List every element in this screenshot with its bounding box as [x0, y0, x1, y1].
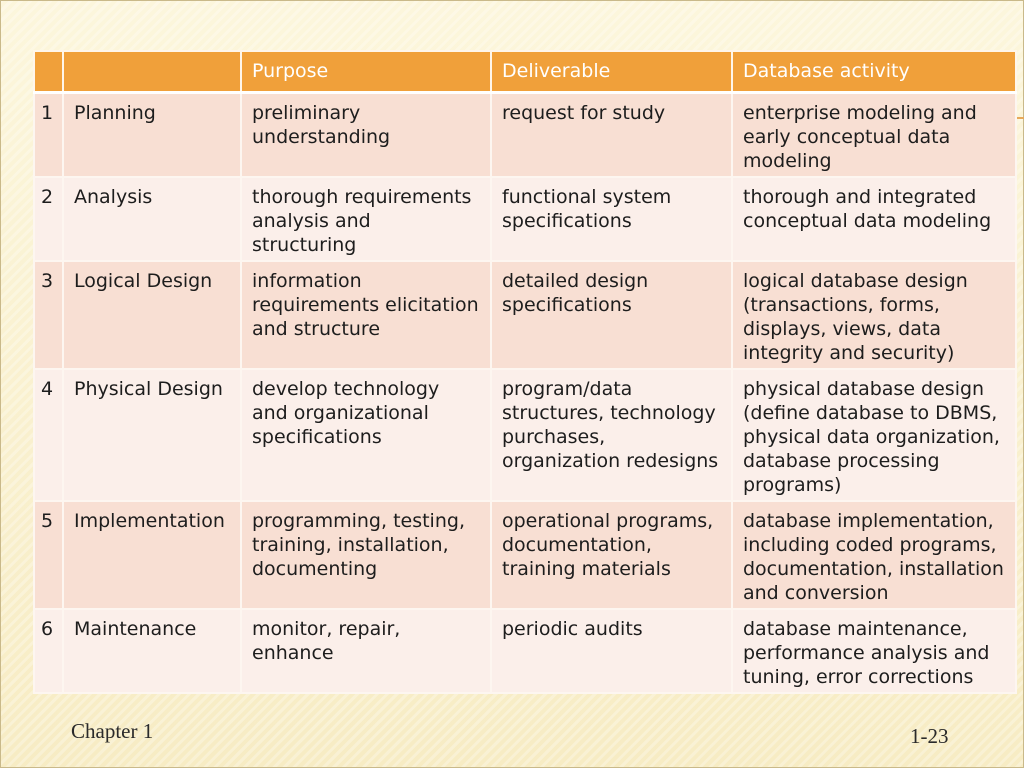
purpose-cell: programming, testing, training, installation, documenting	[241, 501, 491, 609]
database-activity-cell: thorough and integrated conceptual data modeling	[732, 177, 1016, 261]
sdlc-phases-table	[33, 50, 1017, 694]
purpose-cell: information requirements elicitation and structure	[241, 261, 491, 369]
deliverable-cell: functional system specifications	[491, 177, 732, 261]
deliverable-cell: program/data structures, technology purchases, organization redesigns	[491, 369, 732, 501]
table-header-row	[34, 51, 1016, 93]
table-row	[34, 501, 1016, 609]
deliverable-cell: operational programs, documentation, training materials	[491, 501, 732, 609]
database-activity-cell: database maintenance, performance analysis and tuning, error corrections	[732, 609, 1016, 693]
row-number: 3	[34, 261, 63, 369]
deliverable-cell: periodic audits	[491, 609, 732, 693]
deliverable-cell: detailed design specifications	[491, 261, 732, 369]
purpose-cell: monitor, repair, enhance	[241, 609, 491, 693]
purpose-cell: thorough requirements analysis and structuring	[241, 177, 491, 261]
header-cell-deliverable: Deliverable	[491, 51, 732, 93]
purpose-cell: preliminary understanding	[241, 93, 491, 178]
phase-name: Planning	[63, 93, 241, 178]
chapter-label: Chapter 1	[71, 719, 154, 743]
header-cell-phase	[63, 51, 241, 93]
database-activity-cell: enterprise modeling and early conceptual data modeling	[732, 93, 1016, 178]
purpose-cell: develop technology and organizational specifications	[241, 369, 491, 501]
row-number: 2	[34, 177, 63, 261]
deliverable-cell: request for study	[491, 93, 732, 178]
table-row	[34, 609, 1016, 693]
phase-name: Analysis	[63, 177, 241, 261]
phase-name: Physical Design	[63, 369, 241, 501]
table-row	[34, 177, 1016, 261]
header-cell-purpose: Purpose	[241, 51, 491, 93]
phase-name: Logical Design	[63, 261, 241, 369]
database-activity-cell: database implementation, including coded programs, documentation, installation and conversion	[732, 501, 1016, 609]
phase-name: Implementation	[63, 501, 241, 609]
table-row	[34, 369, 1016, 501]
phase-name: Maintenance	[63, 609, 241, 693]
row-number: 1	[34, 93, 63, 178]
table-row	[34, 93, 1016, 178]
row-number: 6	[34, 609, 63, 693]
page-number: 1-23	[910, 724, 949, 748]
row-number: 4	[34, 369, 63, 501]
database-activity-cell: physical database design (define database to DBMS, physical data organization, database processing programs)	[732, 369, 1016, 501]
header-cell-number	[34, 51, 63, 93]
header-cell-database-activity: Database activity	[732, 51, 1016, 93]
row-number: 5	[34, 501, 63, 609]
database-activity-cell: logical database design (transactions, forms, displays, views, data integrity and security)	[732, 261, 1016, 369]
table-row	[34, 261, 1016, 369]
